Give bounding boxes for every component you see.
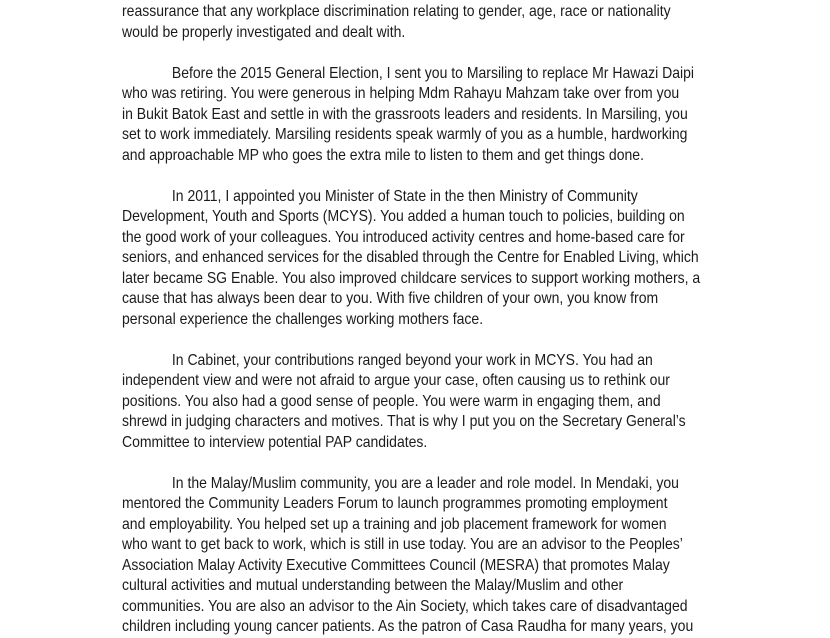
text-line: In the Malay/Muslim community, you are a leader and role model. In Mendaki, you bbox=[171, 474, 679, 492]
letter-body bbox=[122, 2, 822, 638]
paragraph-spacer bbox=[122, 166, 822, 187]
text-line: shrewd in judging characters and motives. That is why I put you on the Secretary General’s bbox=[122, 413, 686, 430]
text-line: Before the 2015 General Election, I sent you to Marsiling to replace Mr Hawazi Daipi bbox=[171, 64, 695, 82]
text-line: communities. You are also an advisor to the Ain Society, which takes care of disadvantaged bbox=[122, 597, 688, 615]
text-line: the good work of your colleagues. You introduced activity centres and home-based care for bbox=[122, 228, 685, 246]
paragraph-spacer bbox=[122, 330, 822, 351]
text-line: Development, Youth and Sports (MCYS). You added a human touch to policies, building on bbox=[122, 208, 685, 225]
text-line: in Bukit Batok East and settle in with the grassroots leaders and residents. In Marsiling, you bbox=[122, 105, 688, 123]
text-line: cultural activities and mutual understanding between the Malay/Muslim and other bbox=[122, 577, 624, 594]
paragraph bbox=[122, 2, 822, 43]
text-line: who was retiring. You were generous in helping Mdm Rahayu Mahzam take over from you bbox=[122, 85, 680, 102]
text-line: positions. You also had a good sense of people. You were warm in engaging them, and bbox=[122, 392, 661, 410]
text-line: Committee to interview potential PAP candidates. bbox=[122, 433, 428, 451]
text-line: seniors, and enhanced services for the disabled through the Centre for Enabled Living, which bbox=[122, 249, 699, 266]
text-line: independent view and were not afraid to argue your case, often causing us to rethink our bbox=[122, 372, 670, 389]
text-line: later became SG Enable. You also improved childcare services to support working mothers, a bbox=[122, 269, 701, 287]
text-line: would be properly investigated and dealt with. bbox=[122, 23, 406, 41]
text-line: In Cabinet, your contributions ranged beyond your work in MCYS. You had an bbox=[171, 351, 653, 369]
text-line: and employability. You helped set up a training and job placement framework for women bbox=[122, 515, 667, 533]
paragraph-spacer bbox=[122, 453, 822, 474]
text-line: who want to get back to work, which is still in use today. You are an advisor to the Peoples’ bbox=[122, 536, 683, 553]
text-line: reassurance that any workplace discrimination relating to gender, age, race or nationality bbox=[122, 3, 671, 20]
text-line: cause that has always been dear to you. With five children of your own, you know from bbox=[122, 290, 659, 307]
paragraph bbox=[122, 351, 822, 454]
paragraph-spacer bbox=[122, 43, 822, 64]
paragraph bbox=[122, 64, 822, 167]
text-line: mentored the Community Leaders Forum to launch programmes promoting employment bbox=[122, 495, 668, 512]
text-line: set to work immediately. Marsiling residents speak warmly of you as a humble, hardworking bbox=[122, 126, 688, 143]
text-line: Association Malay Activity Executive Committees Council (MESRA) that promotes Malay bbox=[122, 556, 670, 574]
paragraph bbox=[122, 187, 822, 331]
text-line: children including young cancer patients. As the patron of Casa Raudha for many years, you bbox=[122, 618, 694, 635]
text-line: personal experience the challenges working mothers face. bbox=[122, 310, 484, 328]
paragraph bbox=[122, 474, 822, 638]
text-line: and approachable MP who goes the extra mile to listen to them and get things done. bbox=[122, 146, 644, 164]
text-line: In 2011, I appointed you Minister of State in the then Ministry of Community bbox=[171, 187, 638, 205]
